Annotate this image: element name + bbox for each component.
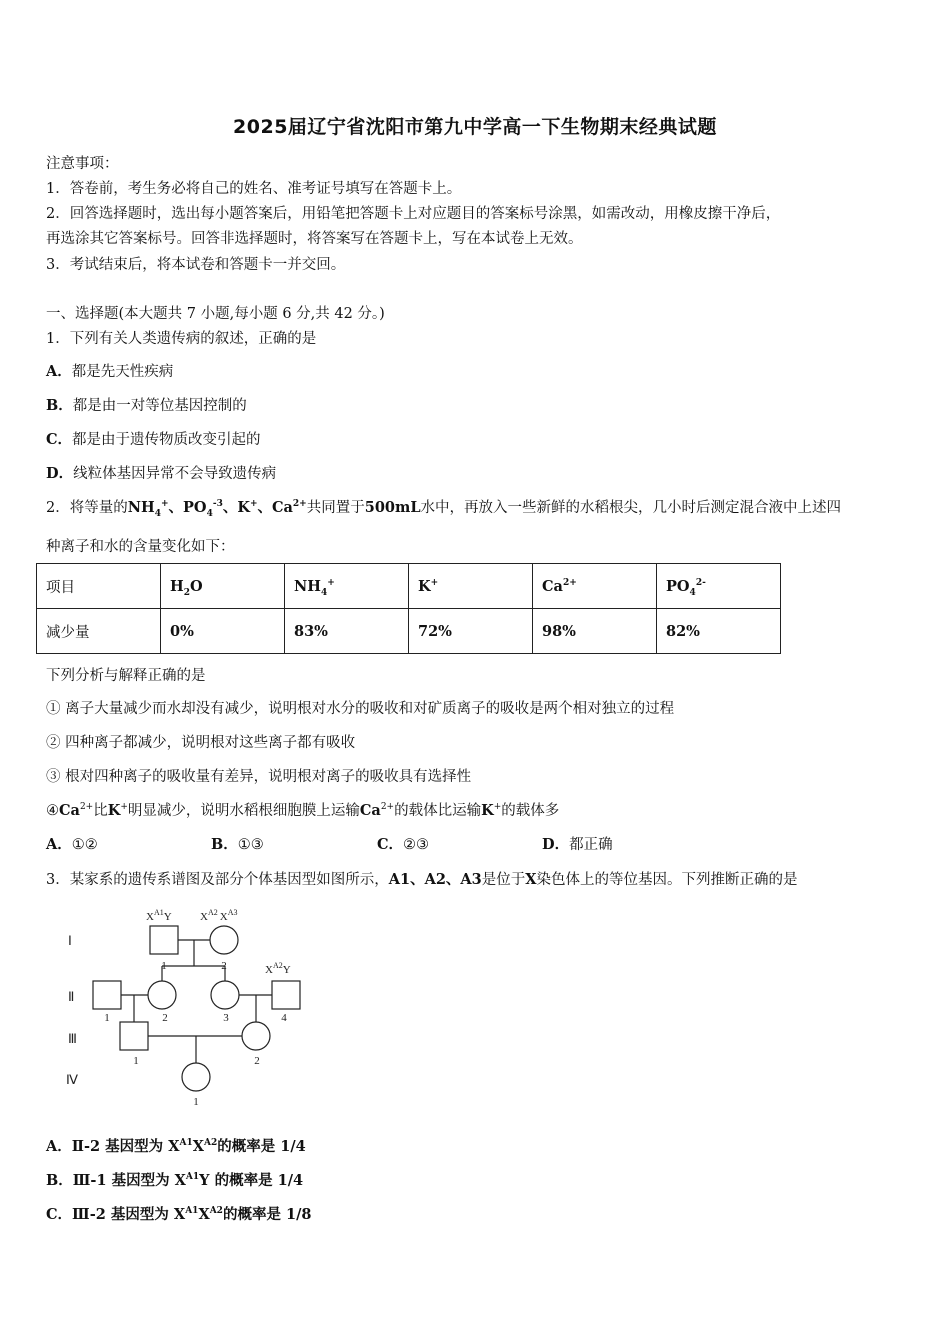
notice-item: 1．答卷前，考生务必将自己的姓名、准考证号填写在答题卡上。 (46, 181, 462, 197)
option-key: C． (46, 1206, 73, 1223)
individual-number: 1 (104, 1012, 110, 1024)
q2-option-c (377, 833, 542, 854)
option-key: D． (542, 836, 570, 853)
ion-table (36, 563, 781, 654)
q3-stem (46, 868, 798, 889)
table-cell: 减少量 (37, 609, 161, 654)
table-cell: 项目 (37, 564, 161, 609)
table-cell (161, 564, 285, 609)
male-symbol (93, 981, 121, 1009)
option-text: 线粒体基因异常不会导致遗传病 (73, 466, 277, 482)
q3-option-c (46, 1203, 311, 1224)
option-text: Ⅲ-2 基因型为 (72, 1206, 174, 1223)
superscript: + (120, 802, 128, 813)
q1-option-a (46, 360, 173, 381)
superscript: A2 (209, 1206, 223, 1217)
individual-number: 1 (133, 1055, 139, 1067)
generation-label: Ⅲ (68, 1031, 77, 1046)
statement-text: 比 (93, 803, 108, 819)
section-heading: 一、选择题(本大题共 7 小题,每小题 6 分,共 42 分。) (46, 306, 385, 322)
ion-nh4: NH (127, 499, 155, 516)
stem-text: 水中，再放入一些新鲜的水稻根尖，几小时后测定混合液中上述四 (420, 500, 842, 516)
statement-num: ④ (46, 803, 59, 819)
option-text: Ⅱ-2 基因型为 (71, 1138, 169, 1155)
cell-text: PO (666, 577, 690, 595)
subscript: 4 (320, 587, 328, 598)
cell-text: H (170, 577, 184, 595)
table-cell (285, 564, 409, 609)
statement-text: 的载体多 (501, 803, 560, 819)
genotype-label: $X^{A2}Y$ (265, 961, 291, 976)
superscript: + (327, 577, 335, 588)
option-text: 都正确 (569, 837, 613, 853)
table-cell: 82% (657, 609, 781, 654)
option-key: A． (46, 1138, 72, 1155)
female-symbol (210, 926, 238, 954)
q2-option-d (542, 833, 613, 854)
chromosome-x: X (525, 871, 537, 888)
option-text: 的概率是 1/8 (222, 1206, 312, 1223)
individual-number: 3 (223, 1012, 229, 1024)
ion-k: K (107, 802, 121, 819)
option-text: 都是由一对等位基因控制的 (72, 398, 247, 414)
female-symbol (182, 1063, 210, 1091)
q2-statement: ② 四种离子都减少，说明根对这些离子都有吸收 (46, 735, 356, 751)
option-text: ①③ (237, 837, 264, 853)
option-key: A． (46, 836, 72, 853)
q2-statement: ③ 根对四种离子的吸收量有差异，说明根对离子的吸收具有选择性 (46, 769, 472, 785)
genotype-label: $X^{A1}Y$ (146, 908, 172, 923)
option-text: X (198, 1206, 210, 1223)
exam-title: 2025届辽宁省沈阳市第九中学高一下生物期末经典试题 (233, 116, 717, 138)
separator: 、 (222, 499, 238, 516)
q1-stem: 1．下列有关人类遗传病的叙述，正确的是 (46, 331, 317, 347)
table-cell: 72% (409, 609, 533, 654)
subscript: 4 (206, 508, 213, 519)
superscript: A1 (185, 1206, 199, 1217)
superscript: 2+ (79, 802, 94, 813)
option-text: X (168, 1138, 180, 1155)
q2-stem (46, 496, 841, 517)
q1-option-d (46, 462, 276, 483)
option-text: Ⅲ-1 基因型为 (72, 1172, 175, 1189)
superscript: + (430, 577, 439, 588)
table-cell (657, 564, 781, 609)
question-number: 2． (46, 500, 70, 516)
individual-number: 4 (281, 1012, 287, 1024)
option-text: 都是先天性疾病 (71, 364, 174, 380)
stem-text: 将等量的 (69, 500, 128, 516)
cell-text: K (418, 577, 431, 595)
option-text: ①② (71, 837, 98, 853)
option-text: ②③ (403, 837, 430, 853)
superscript: 2+ (562, 577, 577, 588)
stem-text: 是位于 (481, 872, 526, 888)
volume: 500mL (364, 499, 421, 516)
individual-number: 2 (254, 1055, 260, 1067)
individual-number: 1 (161, 960, 167, 972)
superscript: A2 (203, 1138, 218, 1149)
table-cell: 83% (285, 609, 409, 654)
notice-item: 再选涂其它答案标号。回答非选择题时，将答案写在答题卡上，写在本试卷上无效。 (46, 231, 583, 247)
q2-option-a (46, 833, 211, 854)
option-text: 的概率是 1/4 (209, 1172, 304, 1189)
notice-item: 2．回答选择题时，选出每小题答案后，用铅笔把答题卡上对应题目的答案标号涂黑，如需改动，用橡皮擦干净后， (46, 206, 781, 222)
generation-label: Ⅰ (68, 933, 72, 948)
q2-statement-4 (46, 799, 559, 820)
table-cell: 0% (161, 609, 285, 654)
option-text: 的概率是 1/4 (217, 1138, 306, 1155)
option-key: C． (46, 431, 73, 448)
ion-k: K (237, 499, 250, 516)
option-key: A． (46, 363, 72, 380)
superscript: + (493, 802, 502, 813)
stem-text: 某家系的遗传系谱图及部分个体基因型如图所示， (69, 872, 389, 888)
notice-item: 3．考试结束后，将本试卷和答题卡一并交回。 (46, 257, 346, 273)
separator: 、 (257, 499, 272, 516)
cell-text: NH (294, 577, 321, 595)
ion-ca: Ca (271, 499, 293, 516)
individual-number: 1 (193, 1096, 199, 1108)
option-key: B． (46, 397, 73, 414)
superscript: + (160, 499, 169, 510)
generation-label: Ⅳ (66, 1072, 78, 1087)
table-row (37, 609, 781, 654)
superscript: A1 (185, 1172, 200, 1183)
male-symbol (150, 926, 178, 954)
table-row (37, 564, 781, 609)
gene-names: A1、A2、A3 (388, 871, 482, 888)
q1-option-b (46, 394, 247, 415)
table-cell (533, 564, 657, 609)
male-symbol (120, 1022, 148, 1050)
option-text: Y (199, 1172, 210, 1189)
superscript: 2+ (292, 499, 307, 510)
superscript: A1 (179, 1138, 193, 1149)
individual-number: 2 (162, 1012, 168, 1024)
question-number: 3． (46, 872, 70, 888)
cell-text: Ca (542, 577, 563, 595)
ion-ca: Ca (59, 802, 80, 819)
q2-stem-line2: 种离子和水的含量变化如下： (46, 539, 235, 555)
q3-option-b (46, 1169, 303, 1190)
stem-text: 共同置于 (306, 500, 365, 516)
female-symbol (148, 981, 176, 1009)
statement-text: 明显减少，说明水稻根细胞膜上运输 (127, 803, 360, 819)
cell-text: O (189, 577, 203, 595)
option-key: B． (46, 1172, 73, 1189)
option-text: X (173, 1206, 186, 1223)
q3-option-a (46, 1135, 306, 1156)
superscript: + (249, 499, 258, 510)
ion-k: K (481, 802, 494, 819)
ion-ca: Ca (359, 802, 381, 819)
option-key: B． (211, 836, 238, 853)
superscript: -3 (212, 499, 223, 510)
pedigree-chart (60, 898, 320, 1113)
option-text: X (174, 1172, 186, 1189)
option-text: 都是由于遗传物质改变引起的 (72, 432, 261, 448)
table-cell (409, 564, 533, 609)
ion-po4: PO (183, 499, 207, 516)
superscript: 2+ (380, 802, 395, 813)
notice-heading: 注意事项： (46, 156, 119, 172)
q2-option-b (211, 833, 377, 854)
option-key: C． (377, 836, 404, 853)
subscript: 4 (154, 508, 161, 519)
female-symbol (242, 1022, 270, 1050)
q2-options (46, 833, 613, 854)
option-text: X (192, 1138, 204, 1155)
genotype-label: $X^{A2}$ $X^{A3}$ (200, 908, 238, 923)
male-symbol (272, 981, 300, 1009)
table-cell: 98% (533, 609, 657, 654)
stem-text: 染色体上的等位基因。下列推断正确的是 (536, 872, 798, 888)
superscript: 2- (695, 577, 706, 588)
generation-label: Ⅱ (68, 989, 75, 1004)
statement-text: 的载体比运输 (394, 803, 482, 819)
separator: 、 (168, 499, 184, 516)
female-symbol (211, 981, 239, 1009)
q1-option-c (46, 428, 261, 449)
subscript: 2 (183, 587, 190, 598)
q2-statement: ① 离子大量减少而水却没有减少，说明根对水分的吸收和对矿质离子的吸收是两个相对独立的过程 (46, 701, 675, 717)
option-key: D． (46, 465, 74, 482)
individual-number: 2 (221, 960, 227, 972)
q2-prompt: 下列分析与解释正确的是 (46, 668, 206, 684)
subscript: 4 (689, 587, 696, 598)
